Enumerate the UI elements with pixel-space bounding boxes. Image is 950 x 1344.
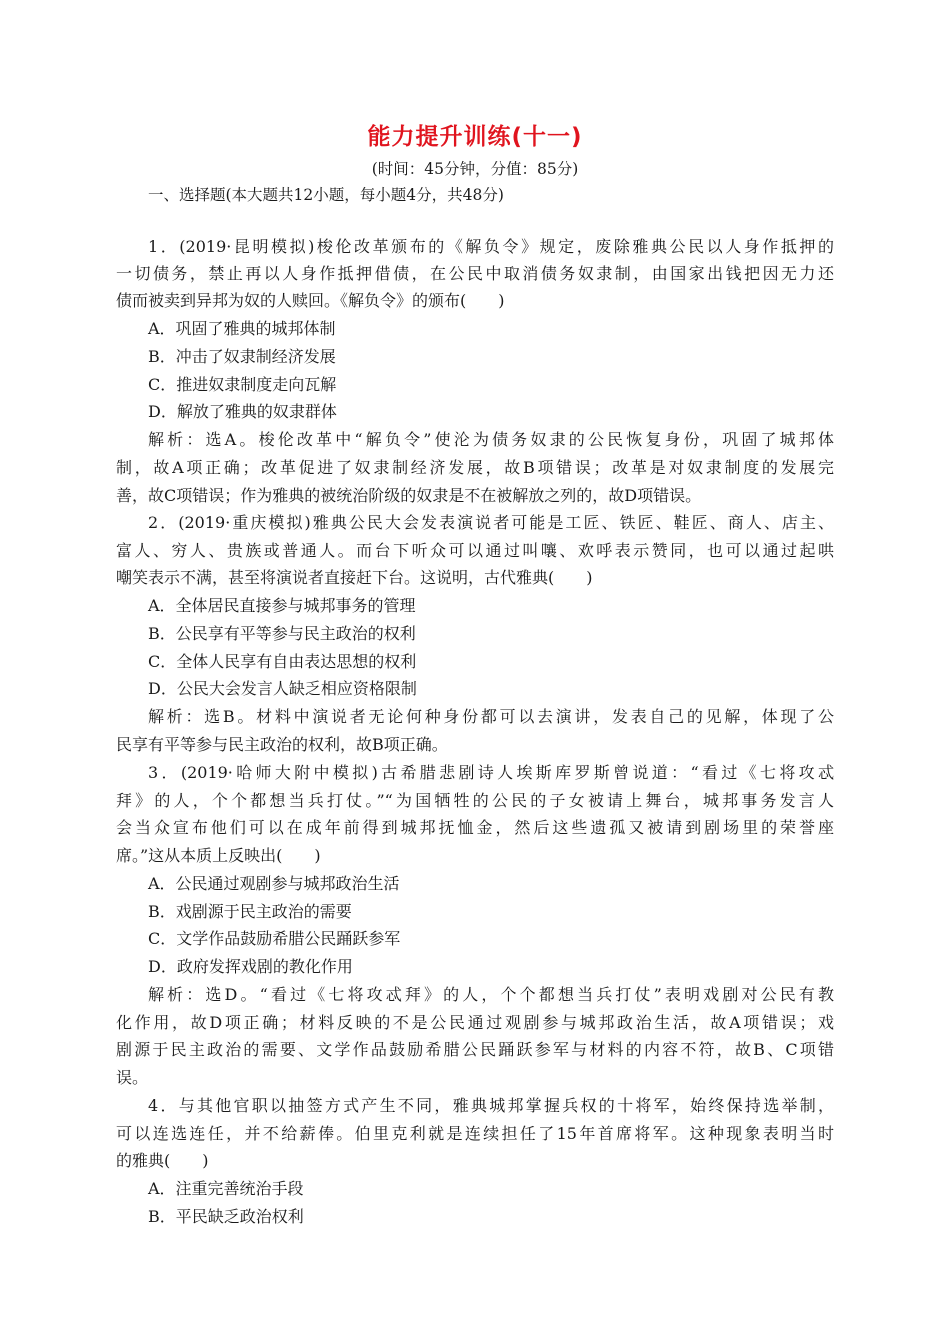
q2-option-d: D．公民大会发言人缺乏相应资格限制	[148, 679, 417, 698]
q1-stem-line: 债而被卖到异邦为奴的人赎回。《解负令》的颁布( )	[116, 291, 505, 310]
q1-option-b: B．冲击了奴隶制经济发展	[148, 347, 336, 366]
q1-option-c: C．推进奴隶制度走向瓦解	[148, 375, 337, 394]
q4-option-b: B．平民缺乏政治权利	[148, 1207, 304, 1226]
q1-stem-line: 一切债务，禁止再以人身作抵押借债，在公民中取消债务奴隶制，由国家出钱把因无力还	[116, 264, 834, 283]
q3-analysis-line: 解析：选D。“看过《七将攻忒拜》的人，个个都想当兵打仗”表明戏剧对公民有教	[148, 985, 834, 1004]
q3-stem-line: 拜》的人，个个都想当兵打仗。”“为国牺牲的公民的子女被请上舞台，城邦事务发言人	[116, 791, 834, 810]
q2-stem-line: 富人、穷人、贵族或普通人。而台下听众可以通过叫嚷、欢呼表示赞同，也可以通过起哄	[116, 541, 834, 560]
q1-analysis-line: 制，故A项正确；改革促进了奴隶制经济发展，故B项错误；改革是对奴隶制度的发展完	[116, 458, 834, 477]
q3-option-a: A．公民通过观剧参与城邦政治生活	[148, 874, 400, 893]
q3-analysis-line: 剧源于民主政治的需要、文学作品鼓励希腊公民踊跃参军与材料的内容不符，故B、C项错	[116, 1040, 834, 1059]
q1-stem-line: 1．(2019·昆明模拟)梭伦改革颁布的《解负令》规定，废除雅典公民以人身作抵押的	[148, 237, 834, 256]
section-heading: 一、选择题(本大题共12小题，每小题4分，共48分)	[148, 186, 504, 204]
q2-option-c: C．全体人民享有自由表达思想的权利	[148, 652, 417, 671]
q3-analysis-line: 误。	[116, 1068, 149, 1087]
q3-option-b: B．戏剧源于民主政治的需要	[148, 902, 352, 921]
q1-analysis-line: 善，故C项错误；作为雅典的被统治阶级的奴隶是不在被解放之列的，故D项错误。	[116, 486, 702, 505]
q3-stem-line: 会当众宣布他们可以在成年前得到城邦抚恤金，然后这些遗孤又被请到剧场里的荣誉座	[116, 818, 834, 837]
q2-analysis-line: 解析：选B。材料中演说者无论何种身份都可以去演讲，发表自己的见解，体现了公	[148, 707, 834, 726]
q4-stem-line: 的雅典( )	[116, 1151, 209, 1170]
q2-option-b: B．公民享有平等参与民主政治的权利	[148, 624, 416, 643]
q3-option-d: D．政府发挥戏剧的教化作用	[148, 957, 353, 976]
page-title: 能力提升训练(十一)	[367, 124, 583, 150]
q2-stem-line: 2．(2019·重庆模拟)雅典公民大会发表演说者可能是工匠、铁匠、鞋匠、商人、店主、	[148, 513, 834, 532]
q3-stem-line: 3．(2019·哈师大附中模拟)古希腊悲剧诗人埃斯库罗斯曾说道：“看过《七将攻忒	[148, 763, 834, 782]
q1-option-a: A．巩固了雅典的城邦体制	[148, 319, 336, 338]
q3-option-c: C．文学作品鼓励希腊公民踊跃参军	[148, 929, 401, 948]
q4-stem-line: 可以连选连任，并不给薪俸。伯里克利就是连续担任了15年首席将军。这种现象表明当时	[116, 1124, 834, 1143]
q2-option-a: A．全体居民直接参与城邦事务的管理	[148, 596, 416, 615]
q2-analysis-line: 民享有平等参与民主政治的权利，故B项正确。	[116, 735, 448, 754]
q1-option-d: D．解放了雅典的奴隶群体	[148, 402, 337, 421]
q2-stem-line: 嘲笑表示不满，甚至将演说者直接赶下台。这说明，古代雅典( )	[116, 568, 593, 587]
q4-stem-line: 4．与其他官职以抽签方式产生不同，雅典城邦掌握兵权的十将军，始终保持选举制，	[148, 1096, 834, 1115]
q3-analysis-line: 化作用，故D项正确；材料反映的不是公民通过观剧参与城邦政治生活，故A项错误；戏	[116, 1013, 834, 1032]
q3-stem-line: 席。”这从本质上反映出( )	[116, 846, 321, 865]
q4-option-a: A．注重完善统治手段	[148, 1179, 304, 1198]
q1-analysis-line: 解析：选A。梭伦改革中“解负令”使沦为债务奴隶的公民恢复身份，巩固了城邦体	[148, 430, 834, 449]
page-subtitle: (时间：45分钟，分值：85分)	[371, 160, 579, 178]
